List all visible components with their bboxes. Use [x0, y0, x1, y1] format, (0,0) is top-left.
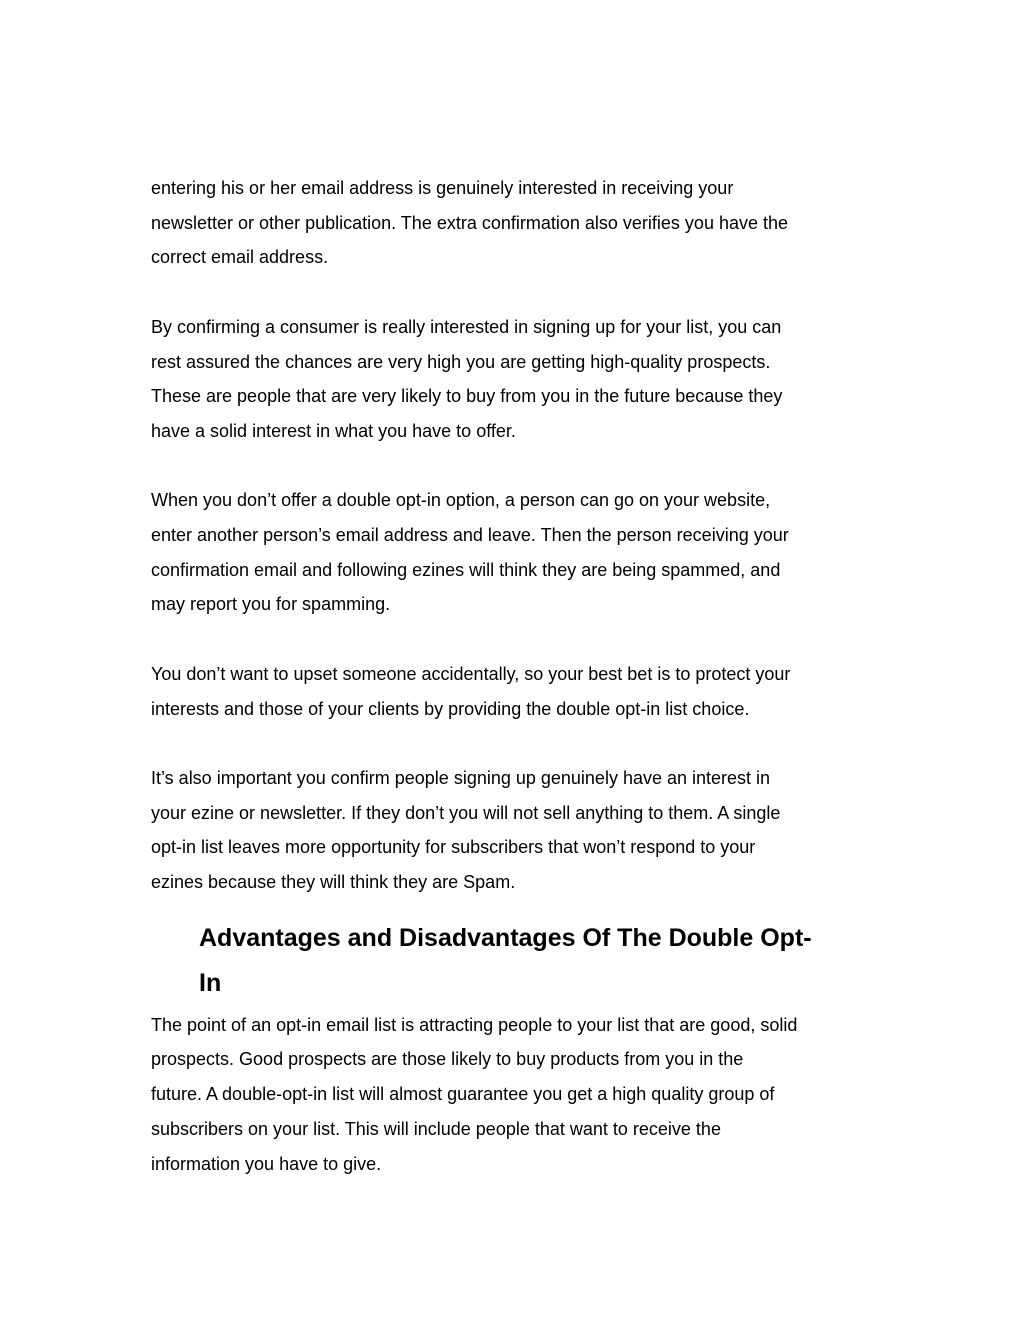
paragraph-spacer — [151, 622, 881, 657]
paragraph-quality-prospects: By confirming a consumer is really interested in signing up for your list, you can rest assured the chances are very high you are getting high-quality prospects. These are people that are very likely to buy from you in the future because they have a solid interest in what you have to offer. — [151, 316, 783, 441]
paragraph-spacer — [151, 449, 881, 484]
section-heading: Advantages and Disadvantages Of The Double Opt- In — [199, 923, 812, 997]
paragraph-spam-risk: When you don’t offer a double opt-in option, a person can go on your website, enter another person’s email address and leave. Then the person receiving your confirmation email and following ezines will think they are being spammed, and may report you for spamming. — [151, 490, 789, 615]
paragraph-spacer — [151, 275, 881, 310]
paragraph-email-confirmation: entering his or her email address is genuinely interested in receiving your newsletter or other publication. The extra confirmation also verifies you have the correct email address. — [151, 178, 789, 268]
paragraph-opt-in-point: The point of an opt-in email list is attracting people to your list that are good, solid prospects. Good prospects are those likely to buy products from you in the future. A double-opt-in list will almost guarantee you get a high quality group of subscribers on your list. This will include people that want to receive the information you have to give. — [151, 1014, 798, 1174]
paragraph-confirm-interest: It’s also important you confirm people signing up genuinely have an interest in your ezine or newsletter. If they don’t you will not sell anything to them. A single opt-in list leaves more opportunity for subscribers that won’t respond to your ezines because they will think they are Spam. — [151, 767, 781, 892]
page-content — [151, 171, 881, 1181]
paragraph-spacer — [151, 726, 881, 761]
paragraph-protect-interests: You don’t want to upset someone accidentally, so your best bet is to protect your interests and those of your clients by providing the double opt-in list choice. — [151, 663, 791, 719]
